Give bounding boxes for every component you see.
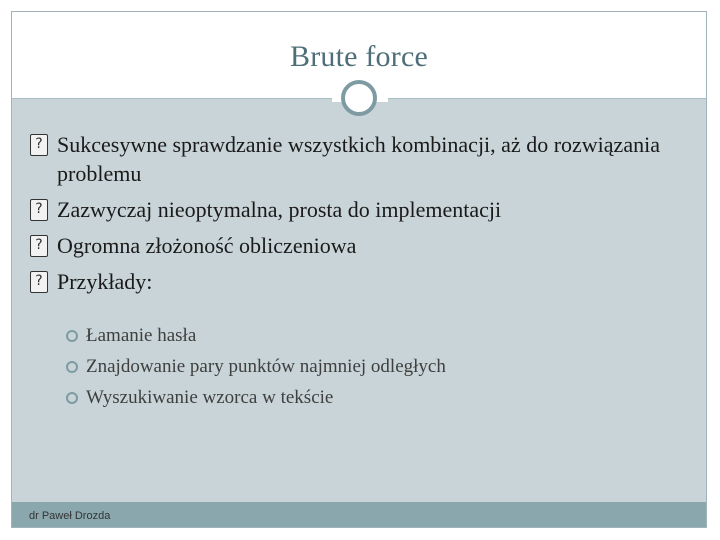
missing-glyph-bullet-icon	[30, 134, 48, 156]
sub-bullet-text: Znajdowanie pary punktów najmniej odległych	[86, 356, 446, 377]
footer-bar	[12, 502, 706, 528]
slide-title: Brute force	[290, 40, 428, 73]
sub-bullet-list	[66, 320, 686, 413]
bullet-text: Ogromna złożoność obliczeniowa	[57, 233, 357, 258]
sub-bullet-item	[66, 351, 686, 382]
bullet-text: Zazwyczaj nieoptymalna, prosta do implementacji	[57, 197, 502, 222]
bullet-item	[30, 267, 700, 296]
ring-bullet-icon	[66, 361, 78, 373]
sub-bullet-item	[66, 320, 686, 351]
footer-author: dr Paweł Drozda	[29, 510, 111, 522]
bullet-item	[30, 231, 700, 260]
bullet-text: Sukcesywne sprawdzanie wszystkich kombinacji, aż do rozwiązania problemu	[57, 132, 660, 186]
missing-glyph-bullet-icon	[30, 235, 48, 257]
bullet-item	[30, 195, 700, 224]
missing-glyph-bullet-icon	[30, 271, 48, 293]
slide	[11, 11, 707, 528]
sub-bullet-item	[66, 382, 686, 413]
missing-glyph-bullet-icon	[30, 199, 48, 221]
circle-ornament-icon	[341, 80, 377, 116]
bullet-list	[30, 130, 700, 303]
ring-bullet-icon	[66, 330, 78, 342]
ring-bullet-icon	[66, 392, 78, 404]
bullet-text: Przykłady:	[57, 269, 153, 294]
sub-bullet-text: Wyszukiwanie wzorca w tekście	[86, 387, 334, 408]
bullet-item	[30, 130, 700, 188]
sub-bullet-text: Łamanie hasła	[86, 325, 197, 346]
